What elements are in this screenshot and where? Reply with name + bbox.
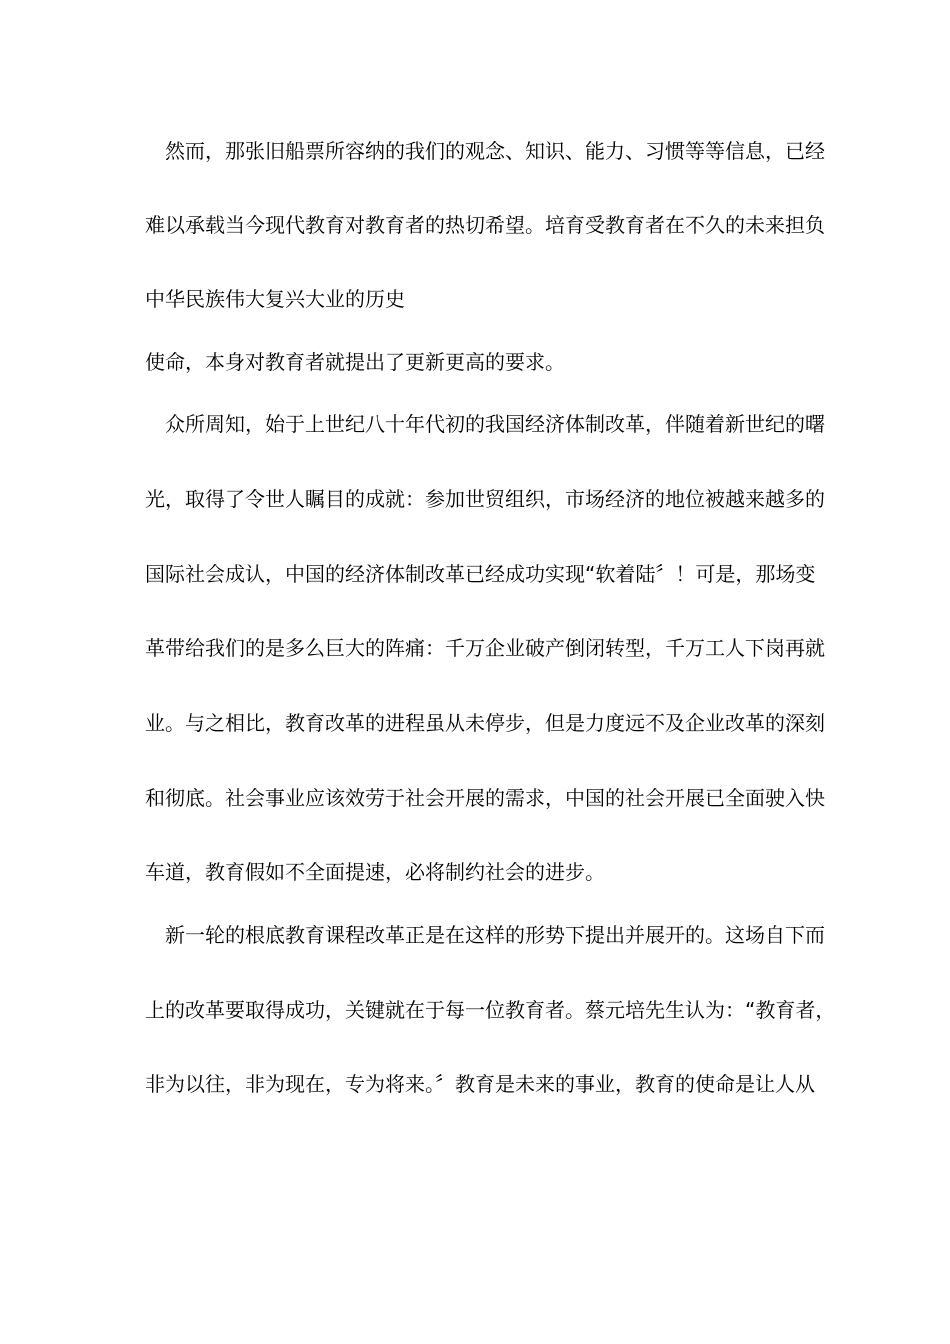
text-line: 使命，本身对教育者就提出了更新更高的要求。 bbox=[145, 350, 565, 374]
text-line: 中华民族伟大复兴大业的历史 bbox=[145, 287, 405, 311]
text-line: 非为以往，非为现在，专为将来。〞教育是未来的事业，教育的使命是让人从 bbox=[145, 1072, 815, 1096]
text-line: 和彻底。社会事业应该效劳于社会开展的需求，中国的社会开展已全面驶入快 bbox=[145, 786, 825, 810]
text-line: 国际社会成认，中国的经济体制改革已经成功实现“软着陆〞！可是，那场变 bbox=[145, 562, 816, 586]
text-line: 革带给我们的是多么巨大的阵痛：千万企业破产倒闭转型，千万工人下岗再就 bbox=[145, 636, 825, 660]
text-line: 然而，那张旧船票所容纳的我们的观念、知识、能力、习惯等等信息，已经 bbox=[145, 139, 825, 163]
text-line: 众所周知，始于上世纪八十年代初的我国经济体制改革，伴随着新世纪的曙 bbox=[145, 412, 825, 436]
text-line: 光，取得了令世人瞩目的成就：参加世贸组织，市场经济的地位被越来越多的 bbox=[145, 487, 825, 511]
text-line: 上的改革要取得成功，关键就在于每一位教育者。蔡元培先生认为：“教育者， bbox=[145, 998, 836, 1022]
text-line: 车道，教育假如不全面提速，必将制约社会的进步。 bbox=[145, 860, 605, 884]
text-line: 新一轮的根底教育课程改革正是在这样的形势下提出并展开的。这场自下而 bbox=[145, 923, 825, 947]
text-line: 难以承载当今现代教育对教育者的热切希望。培育受教育者在不久的未来担负 bbox=[145, 213, 825, 237]
text-line: 业。与之相比，教育改革的进程虽从未停步，但是力度远不及企业改革的深刻 bbox=[145, 711, 825, 735]
